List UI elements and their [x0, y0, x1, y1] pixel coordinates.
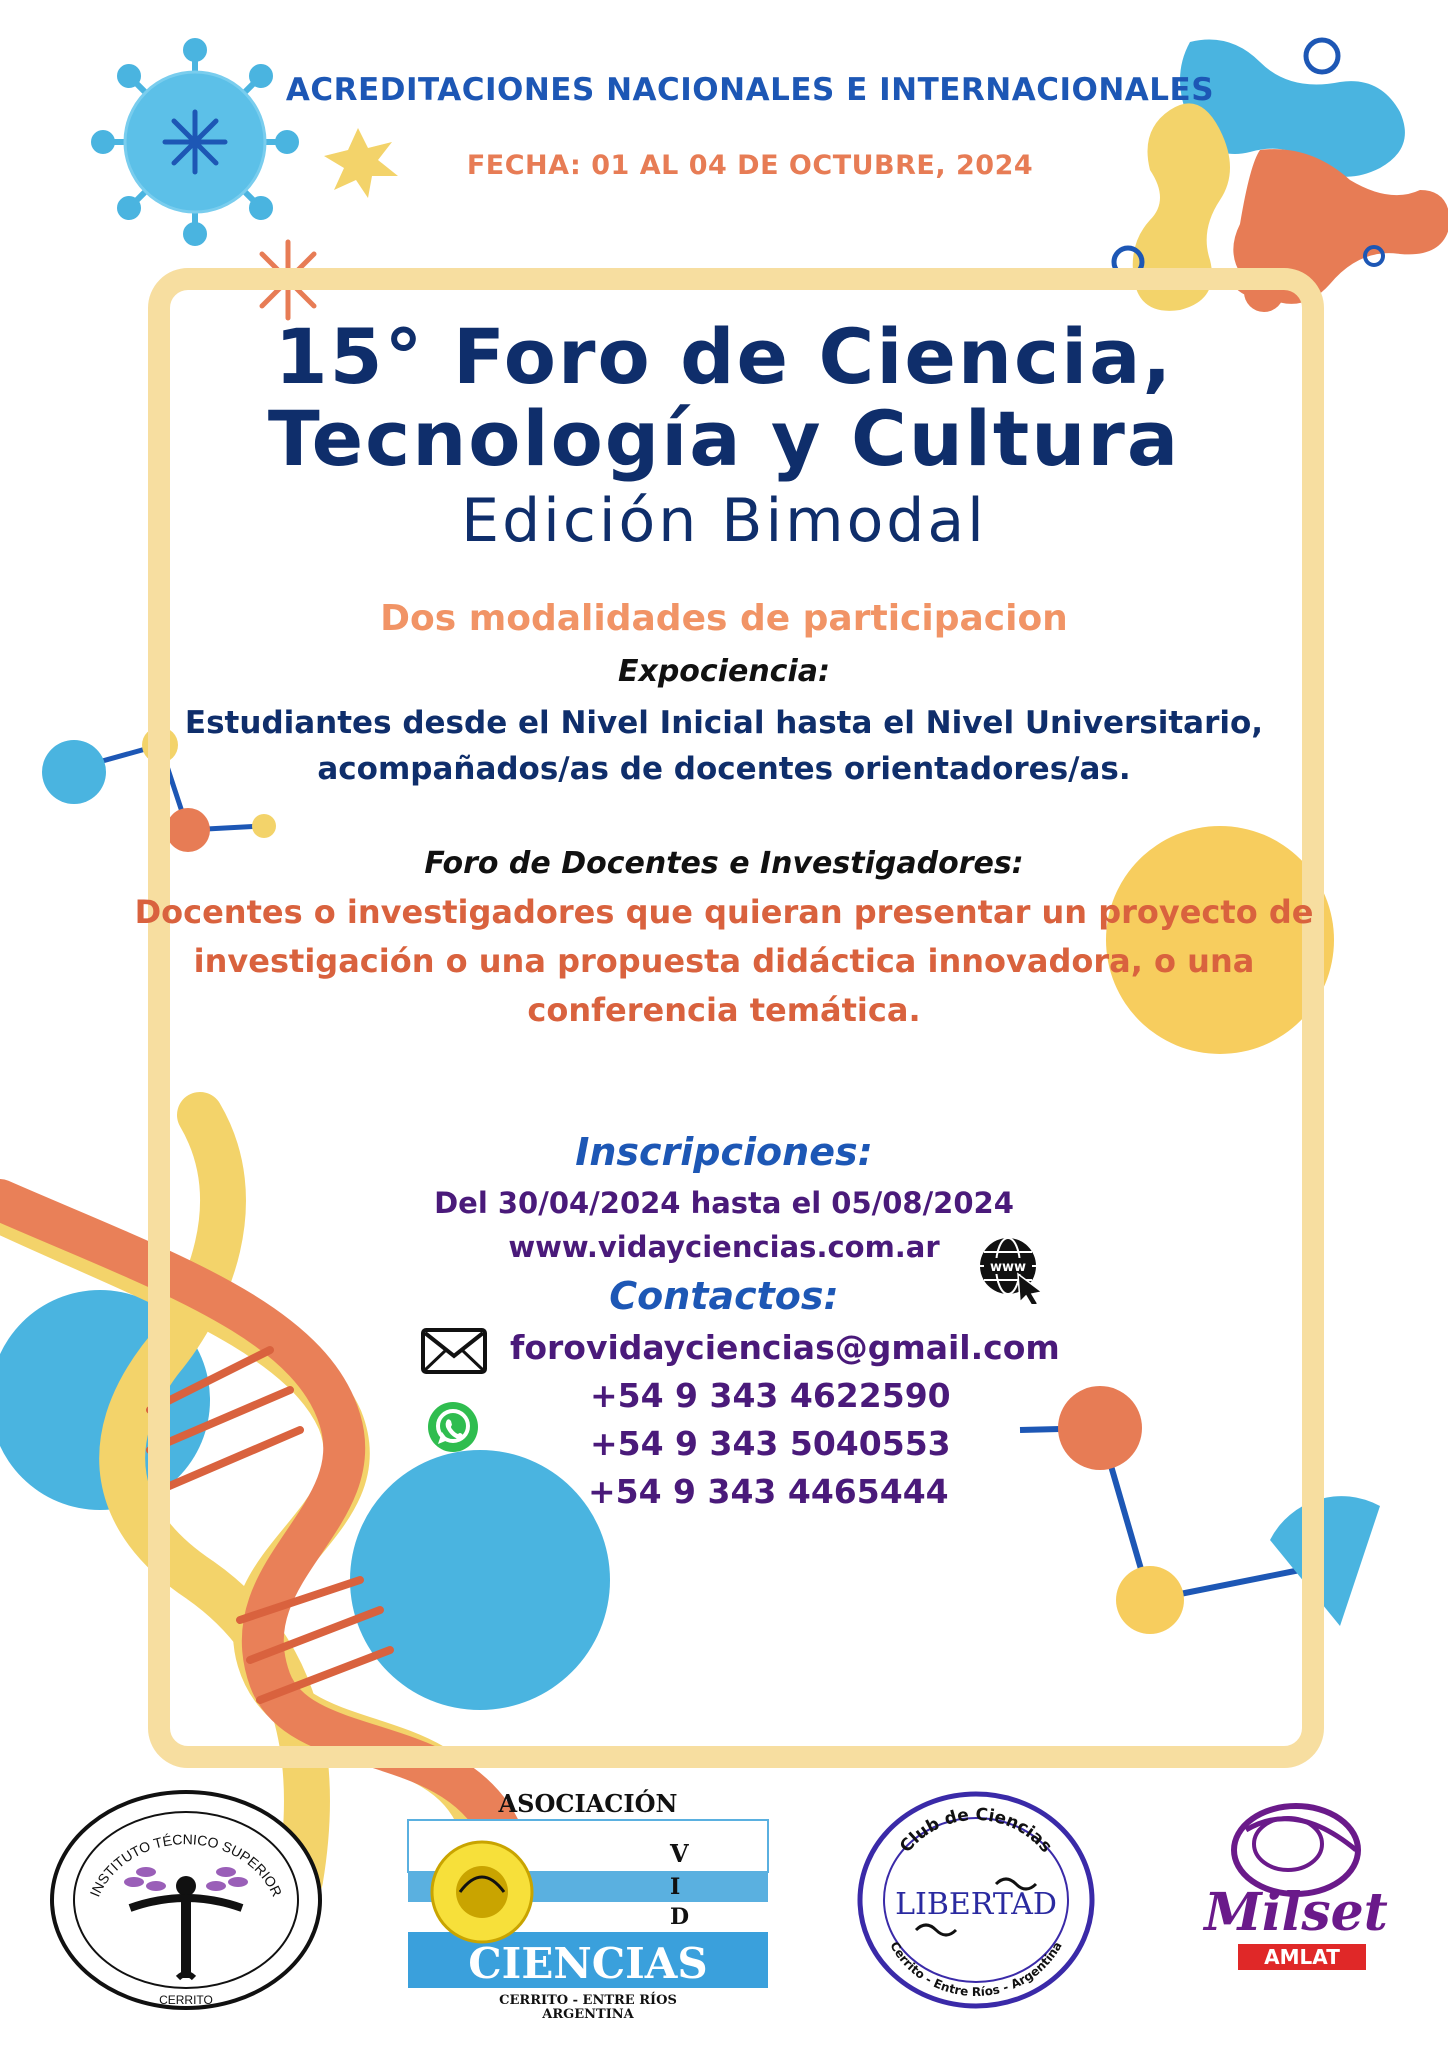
registration-heading: Inscripciones:: [575, 1130, 873, 1174]
logo-instituto: [48, 1788, 324, 2012]
page-title-line2: Tecnología y Cultura: [267, 394, 1181, 483]
svg-text:V: V: [670, 1839, 689, 1868]
svg-text:CERRITO: CERRITO: [159, 1993, 213, 2007]
foro-line2: investigación o una propuesta didáctica innovadora, o una: [193, 942, 1255, 980]
svg-text:www: www: [989, 1260, 1027, 1275]
website-link[interactable]: www.vidayciencias.com.ar: [508, 1230, 940, 1264]
contact-phone-2[interactable]: +54 9 343 5040553: [590, 1424, 951, 1463]
expociencia-line2: acompañados/as de docentes orientadores/as.: [317, 751, 1131, 787]
edition-subtitle: Edición Bimodal: [461, 486, 987, 556]
contact-phone-1[interactable]: +54 9 343 4622590: [590, 1376, 951, 1415]
svg-text:ASOCIACIÓN: ASOCIACIÓN: [498, 1789, 678, 1818]
registration-dates: Del 30/04/2024 hasta el 05/08/2024: [434, 1186, 1014, 1220]
contact-phone-3[interactable]: +54 9 343 4465444: [588, 1472, 949, 1511]
whatsapp-icon: [426, 1400, 480, 1454]
svg-text:AMLAT: AMLAT: [1264, 1945, 1340, 1969]
logo-club-ciencias: [856, 1790, 1096, 2010]
page-title-line1: 15° Foro de Ciencia,: [274, 312, 1174, 401]
contacts-heading: Contactos:: [609, 1274, 839, 1318]
foro-line3: conferencia temática.: [527, 991, 921, 1029]
expociencia-line1: Estudiantes desde el Nivel Inicial hasta el Nivel Universitario,: [184, 705, 1264, 741]
svg-text:ARGENTINA: ARGENTINA: [542, 2007, 634, 2018]
logo-milset: [1176, 1790, 1416, 1990]
ring-decoration: [1306, 40, 1338, 72]
svg-text:Club de Ciencias: Club de Ciencias: [896, 1804, 1056, 1857]
svg-text:LIBERTAD: LIBERTAD: [895, 1887, 1057, 1922]
svg-text:Milset: Milset: [1204, 1882, 1388, 1943]
event-date: FECHA: 01 AL 04 DE OCTUBRE, 2024: [466, 150, 1034, 181]
foro-line1: Docentes o investigadores que quieran presentar un proyecto de: [134, 893, 1314, 931]
foro-label: Foro de Docentes e Investigadores:: [424, 846, 1024, 881]
logo-asociacion: [400, 1782, 776, 2018]
expociencia-label: Expociencia:: [617, 654, 830, 689]
modalities-heading: Dos modalidades de participacion: [380, 598, 1068, 639]
svg-text:INSTITUTO TÉCNICO SUPERIOR: INSTITUTO TÉCNICO SUPERIOR: [86, 1831, 286, 1900]
svg-text:CIENCIAS: CIENCIAS: [468, 1939, 708, 1988]
contact-email[interactable]: forovidayciencias@gmail.com: [510, 1328, 1060, 1367]
svg-text:CERRITO - ENTRE RÍOS: CERRITO - ENTRE RÍOS: [499, 1993, 677, 2008]
accreditation-banner: ACREDITACIONES NACIONALES E INTERNACIONALES: [285, 72, 1215, 108]
svg-text:I: I: [670, 1874, 681, 1900]
svg-text:D: D: [670, 1904, 690, 1930]
envelope-icon: [420, 1326, 488, 1376]
svg-text:Cerrito - Entre Ríos - Argenti: Cerrito - Entre Ríos - Argentina: [887, 1939, 1065, 2000]
